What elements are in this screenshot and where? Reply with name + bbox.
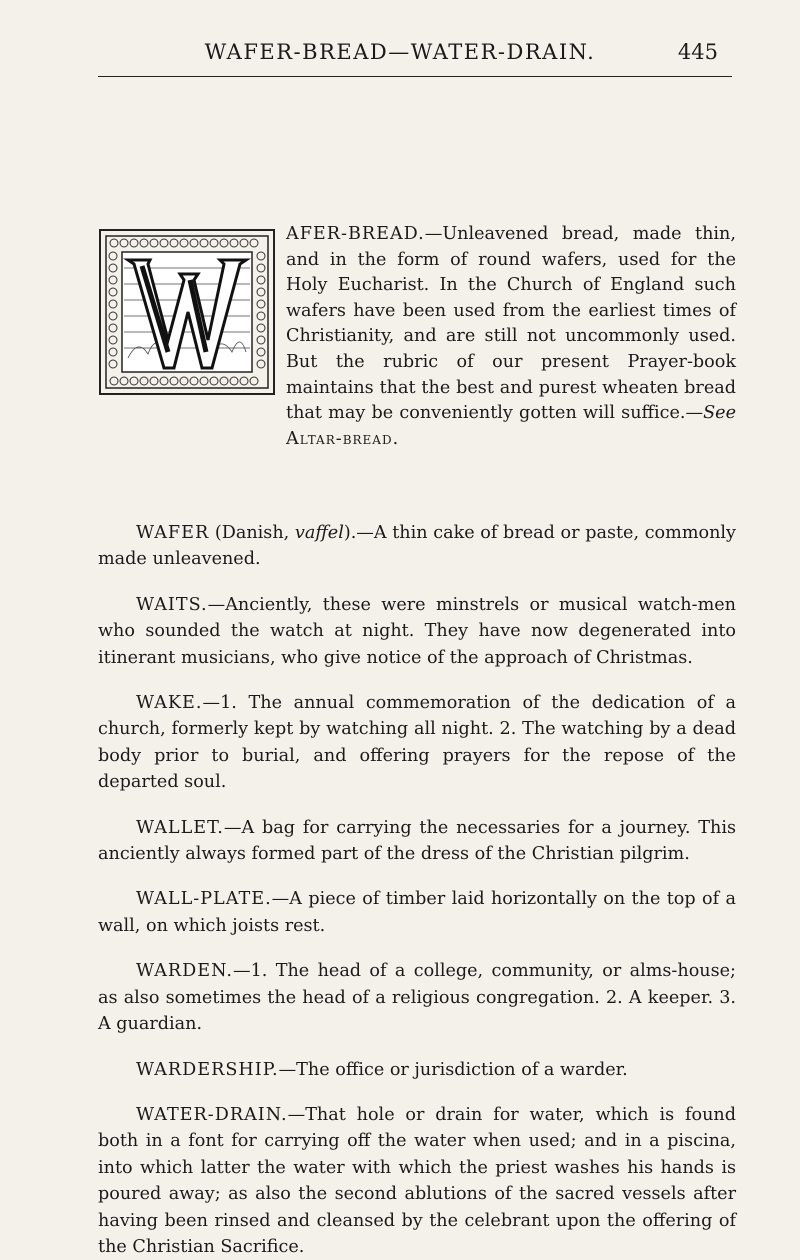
page-number: 445 bbox=[677, 40, 718, 64]
entry-definition: —The office or jurisdiction of a warder. bbox=[278, 1059, 628, 1080]
entry-head: WALL-PLATE. bbox=[136, 889, 272, 910]
entry-head: WARDEN. bbox=[136, 961, 233, 982]
entry-wallet bbox=[98, 815, 736, 868]
entry-wafer-bread-text bbox=[286, 222, 736, 452]
entry-definition: —1. The annual commemoration of the dedication of a church, formerly kept by watching all night. 2. The watching by a dead body prior to burial, and offering prayers for the repose of the departed soul. bbox=[98, 693, 736, 793]
running-title: WAFER-BREAD—WATER-DRAIN. bbox=[204, 40, 596, 64]
entry-water-drain bbox=[98, 1102, 736, 1260]
entry-definition: ).—A thin cake of bread or paste, commonly made unleavened. bbox=[98, 523, 736, 570]
entry-head: AFER-BREAD. bbox=[286, 224, 425, 244]
entry-definition: —Anciently, these were minstrels or musical watch-men who sounded the watch at night. They have now degenerated into itinerant musicians, who give notice of the approach of Christmas. bbox=[98, 594, 736, 668]
entry-wafer bbox=[98, 520, 736, 573]
entry-etymology-word: vaffel bbox=[294, 523, 344, 543]
dictionary-body bbox=[98, 222, 736, 1260]
page-header bbox=[0, 28, 800, 78]
entry-wake bbox=[98, 690, 736, 796]
see-label: See bbox=[703, 403, 736, 424]
entry-wardership bbox=[98, 1057, 736, 1083]
header-rule bbox=[98, 76, 732, 77]
entry-definition: —That hole or drain for water, which is found both in a font for carrying off the water when used; and in a piscina, into which latter the water with which the priest washes his hands is poured away; as also the second ablutions of the sacred vessels after having been rinsed and cleansed by the celebrant upon the offering of the Christian Sacrifice. bbox=[98, 1104, 736, 1257]
entry-head: WARDERSHIP. bbox=[136, 1059, 279, 1080]
entry-head: WATER-DRAIN. bbox=[136, 1104, 288, 1125]
entry-definition: —1. The head of a college, community, or alms-house; as also sometimes the head of a religious congregation. 2. A keeper. 3. A guardian. bbox=[98, 961, 736, 1035]
entry-head: WALLET. bbox=[136, 817, 224, 838]
ornamental-initial-W-icon bbox=[98, 228, 276, 396]
entry-definition: —Unleavened bread, made thin, and in the form of round wafers, used for the Holy Eucharist. In the Church of England such wafers have been used from the earliest times of Christianity, and are still not uncommonly used. But the rubric of our present Prayer-book maintains that the best and purest wheaten bread that may be conveniently gotten will suffice.— bbox=[286, 224, 736, 424]
entry-head: WAFER bbox=[136, 523, 210, 543]
entry-warden bbox=[98, 958, 736, 1037]
entry-definition: —A bag for carrying the necessaries for a journey. This anciently always formed part of the dress of the Christian pilgrim. bbox=[98, 817, 736, 865]
entry-head: WAKE. bbox=[136, 693, 203, 714]
entry-definition: —A piece of timber laid horizontally on the top of a wall, on which joists rest. bbox=[98, 889, 736, 936]
entry-wafer-bread bbox=[98, 222, 736, 520]
entry-waits bbox=[98, 592, 736, 671]
cross-reference-link[interactable]: Altar-bread. bbox=[286, 428, 400, 449]
entry-etymology-prefix: (Danish, bbox=[209, 523, 295, 543]
entry-head: WAITS. bbox=[136, 594, 208, 615]
entry-wall-plate bbox=[98, 886, 736, 939]
